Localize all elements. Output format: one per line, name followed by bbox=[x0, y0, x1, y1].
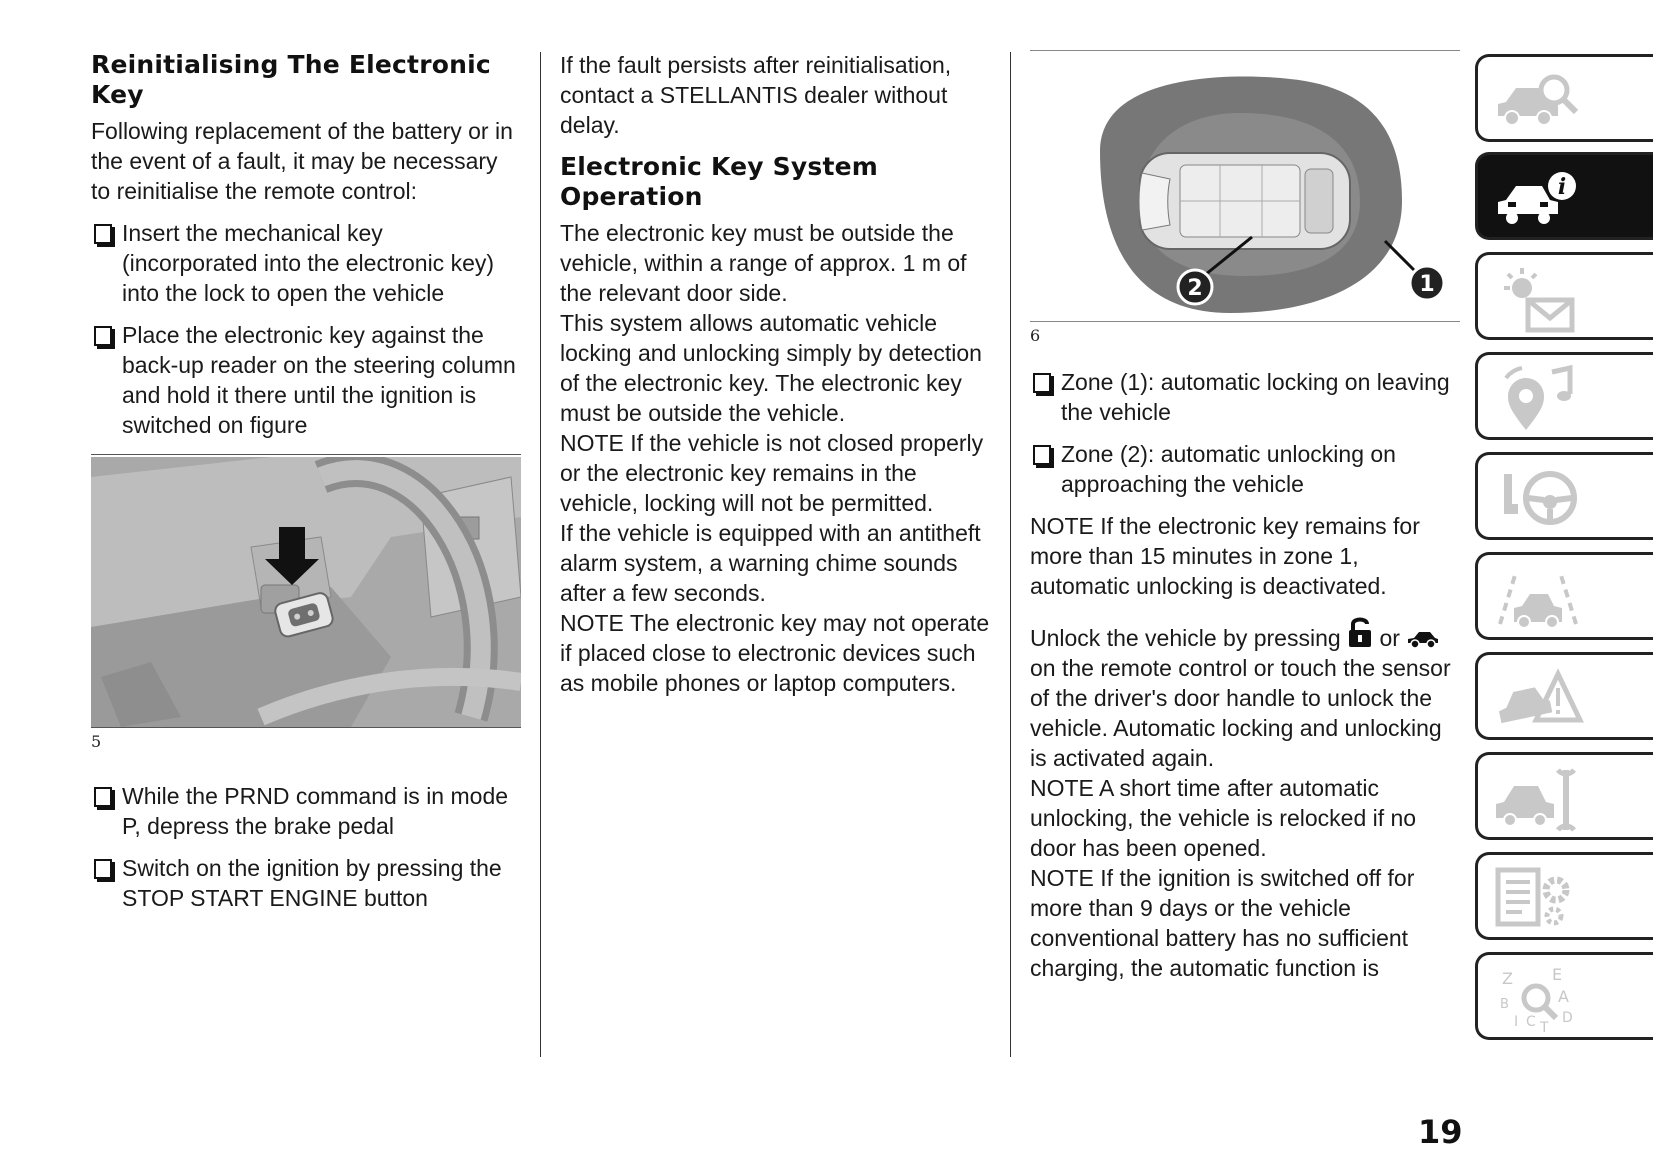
tab-index[interactable] bbox=[1475, 952, 1653, 1040]
section-heading-reinitialising: Reinitialising The Electronic Key bbox=[91, 50, 491, 109]
column-divider bbox=[1010, 52, 1011, 1057]
svg-text:I: I bbox=[1514, 1014, 1519, 1030]
tab-warning-lights-messages[interactable] bbox=[1475, 252, 1653, 340]
svg-text:E: E bbox=[1552, 965, 1563, 984]
zone-label-2: 2 bbox=[1187, 276, 1203, 301]
bullet-item: While the PRND command is in mode P, depress the brake pedal bbox=[91, 781, 521, 841]
note-paragraph: NOTE If the vehicle is not closed properly or the electronic key remains in the vehicle, locking will not be permitted. bbox=[560, 430, 984, 516]
tab-car-search[interactable] bbox=[1475, 54, 1653, 142]
tab-media-navigation[interactable] bbox=[1475, 352, 1653, 440]
car-lane-assist-icon bbox=[1492, 564, 1584, 634]
bullet-box-icon bbox=[1033, 445, 1051, 465]
bullet-item: Insert the mechanical key (incorporated into the electronic key) into the lock to open the vehicle bbox=[91, 218, 521, 308]
svg-text:D: D bbox=[1562, 1010, 1573, 1026]
zone-label-1: 1 bbox=[1419, 272, 1435, 297]
alphabetical-index-icon bbox=[1492, 964, 1584, 1034]
column-2 bbox=[560, 50, 1000, 698]
svg-text:i: i bbox=[1557, 174, 1567, 200]
car-emergency-icon bbox=[1492, 664, 1584, 734]
svg-text:A: A bbox=[1558, 987, 1569, 1006]
technical-data-icon bbox=[1492, 864, 1584, 934]
tab-seat-steering[interactable] bbox=[1475, 452, 1653, 540]
media-navigation-icon bbox=[1492, 364, 1584, 434]
paragraph: If the vehicle is equipped with an antitheft alarm system, a warning chime sounds after a few seconds. bbox=[560, 520, 981, 606]
car-maintenance-icon bbox=[1492, 764, 1584, 834]
bullet-box-icon bbox=[94, 224, 112, 244]
unlock-padlock-icon bbox=[1347, 615, 1373, 649]
tab-driving-assist[interactable] bbox=[1475, 552, 1653, 640]
svg-text:Z: Z bbox=[1502, 969, 1513, 988]
column-3 bbox=[1030, 50, 1460, 983]
intro-paragraph: If the fault persists after reinitialisation, contact a STELLANTIS dealer without delay. bbox=[560, 52, 952, 138]
figure-number: 5 bbox=[91, 732, 102, 751]
bullet-box-icon bbox=[1033, 373, 1051, 393]
figure-steering-column bbox=[91, 454, 521, 751]
column-divider bbox=[540, 52, 541, 1057]
seat-steering-wheel-icon bbox=[1492, 464, 1584, 534]
bullet-item: Zone (2): automatic unlocking on approaching the vehicle bbox=[1030, 439, 1460, 499]
note-paragraph: NOTE If the electronic key remains for more than 15 minutes in zone 1, automatic unlocking is deactivated. bbox=[1030, 513, 1420, 599]
paragraph: This system allows automatic vehicle locking and unlocking simply by detection of the electronic key. The electronic key must be outside the vehicle. bbox=[560, 310, 982, 426]
bullet-box-icon bbox=[94, 326, 112, 346]
bullet-box-icon bbox=[94, 859, 112, 879]
key-detection-zones-illustration bbox=[1030, 51, 1460, 321]
tab-emergency[interactable] bbox=[1475, 652, 1653, 740]
car-search-icon bbox=[1492, 66, 1584, 136]
steering-column-reader-illustration bbox=[91, 457, 521, 727]
warning-light-message-icon bbox=[1492, 264, 1584, 334]
section-heading-system-operation: Electronic Key System Operation bbox=[560, 152, 878, 211]
note-paragraph: NOTE A short time after automatic unlocking, the vehicle is relocked if no door has been opened. bbox=[1030, 775, 1417, 861]
column-1 bbox=[91, 50, 521, 913]
car-unlock-icon bbox=[1406, 629, 1440, 649]
svg-text:T: T bbox=[1540, 1020, 1549, 1034]
car-info-icon bbox=[1492, 164, 1584, 234]
paragraph: The electronic key must be outside the vehicle, within a range of approx. 1 m of the relevant door side. bbox=[560, 220, 967, 306]
bullet-item: Switch on the ignition by pressing the STOP START ENGINE button bbox=[91, 853, 521, 913]
tab-technical-data[interactable] bbox=[1475, 852, 1653, 940]
svg-text:C: C bbox=[1526, 1014, 1536, 1030]
bullet-item: Place the electronic key against the back-up reader on the steering column and hold it there until the ignition is switched on figure bbox=[91, 320, 521, 440]
page-number: 19 bbox=[1418, 1113, 1463, 1151]
intro-paragraph: Following replacement of the battery or in the event of a fault, it may be necessary to reinitialise the remote control: bbox=[91, 118, 513, 204]
note-paragraph: NOTE If the ignition is switched off for more than 9 days or the vehicle conventional battery has no sufficient charging, the automatic function is bbox=[1030, 865, 1415, 981]
tab-maintenance[interactable] bbox=[1475, 752, 1653, 840]
tab-car-info[interactable] bbox=[1475, 152, 1653, 240]
note-paragraph: NOTE The electronic key may not operate if placed close to electronic devices such as mobile phones or laptop computers. bbox=[560, 610, 990, 696]
bullet-box-icon bbox=[94, 787, 112, 807]
figure-number: 6 bbox=[1030, 326, 1041, 345]
svg-text:B: B bbox=[1500, 997, 1509, 1012]
unlock-paragraph: Unlock the vehicle by pressing or on the remote control or touch the sensor of the driver's door handle to unlock the vehicle. Automatic locking and unlocking is activated again. bbox=[1030, 615, 1460, 773]
bullet-item: Zone (1): automatic locking on leaving the vehicle bbox=[1030, 367, 1460, 427]
